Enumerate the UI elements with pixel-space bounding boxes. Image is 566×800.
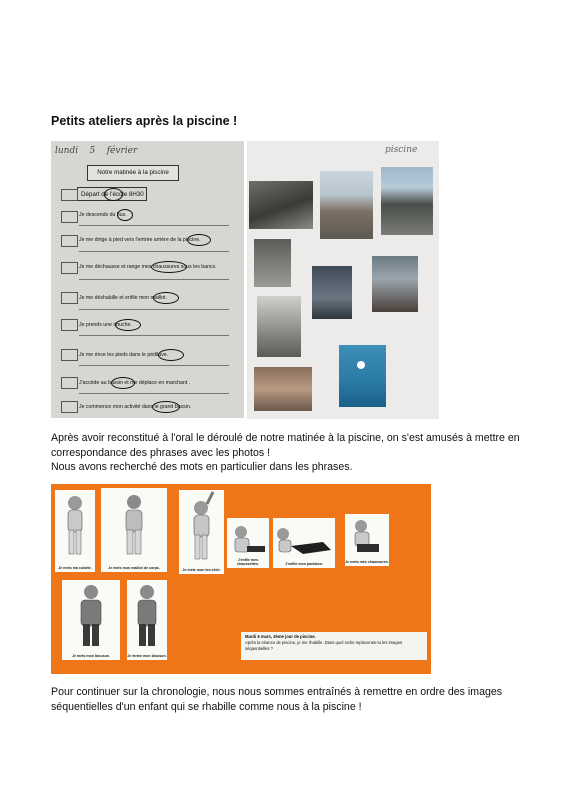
circled-word xyxy=(117,209,133,221)
answer-box xyxy=(61,401,78,413)
answer-box xyxy=(61,319,78,331)
photo-group xyxy=(254,367,312,411)
photo-swimming xyxy=(339,345,386,407)
handwritten-date: lundi 5 février xyxy=(55,146,138,156)
circled-word xyxy=(158,349,184,361)
answer-box xyxy=(61,262,78,274)
worksheet-heading: Notre matinée à la piscine xyxy=(87,165,179,181)
card-caption: J'enfile mon pantalon. xyxy=(285,562,323,566)
photo-building xyxy=(381,167,433,235)
answer-box xyxy=(61,235,78,247)
note-date: Mardi 6 mars, 3ème jour de piscine. xyxy=(245,634,316,639)
photo-corridor xyxy=(254,239,291,287)
worksheet-line: Je descends du bus. xyxy=(79,212,127,218)
writing-line xyxy=(79,365,229,366)
worksheet-line: Je me dirige à pied vers l'entrée arrière de la piscine. xyxy=(79,237,201,243)
sequence-card xyxy=(345,514,389,566)
sequence-card xyxy=(179,490,224,574)
answer-box xyxy=(61,377,78,389)
worksheet-line: Je me déchausse et range mes chaussures sous les bancs. xyxy=(79,264,217,270)
worksheet-line: Je me rince les pieds dans le pédiluve. xyxy=(79,352,169,358)
worksheet-line: Je prends une douche. xyxy=(79,322,132,328)
sequence-card xyxy=(127,580,167,660)
photo-changing-room xyxy=(257,296,301,357)
worksheet-line: Je commence mon activité dans le grand bassin. xyxy=(79,404,192,410)
circled-word xyxy=(152,401,180,413)
sequence-card xyxy=(55,490,95,572)
card-caption: Je mets mon blouson. xyxy=(72,654,110,658)
sequence-board xyxy=(51,484,431,674)
note-text: Après la séance de piscine, je me rhabille. Dans quel ordre replacerais-tu les images séquentielles ? xyxy=(245,640,403,651)
photo-collage xyxy=(247,141,439,419)
photo-children xyxy=(372,256,418,312)
circled-word xyxy=(153,292,179,304)
circled-word xyxy=(104,188,123,201)
answer-box xyxy=(61,189,78,201)
card-caption: Je mets mes chaussures. xyxy=(345,560,389,564)
page-title: Petits ateliers après la piscine ! xyxy=(51,114,238,128)
card-caption: Je ferme mon blouson. xyxy=(127,654,167,658)
card-caption: Je mets mon tee-shirt. xyxy=(182,568,221,572)
writing-line xyxy=(79,335,229,336)
writing-line xyxy=(79,393,229,394)
circled-word xyxy=(187,234,211,246)
photo-lockers xyxy=(312,266,352,319)
worksheet-line: Je me déshabille et enfile mon maillot. xyxy=(79,295,167,301)
instruction-note xyxy=(241,632,427,660)
circled-word xyxy=(151,261,187,273)
paragraph-chronology: Pour continuer sur la chronologie, nous nous sommes entraînés à remettre en ordre des images séquentielles d'un enfant qui se rhabille comme nous à la piscine ! xyxy=(51,686,503,713)
answer-box xyxy=(61,292,78,304)
sequence-card xyxy=(101,488,167,572)
collage-label: piscine xyxy=(385,145,418,155)
paragraph-intro: Après avoir reconstitué à l'oral le déroulé de notre matinée à la piscine, on s'est amusés à mettre en correspondance des phrases avec les photos ! Nous avons recherché des mots en particulier dans les phrases. xyxy=(51,432,520,473)
sequence-card xyxy=(227,518,269,568)
sequence-card xyxy=(62,580,120,660)
worksheet-departure: Départ de l'école 8H30 xyxy=(77,187,147,201)
card-caption: Je mets ma culotte. xyxy=(58,566,92,570)
answer-box xyxy=(61,349,78,361)
writing-line xyxy=(79,251,229,252)
writing-line xyxy=(79,309,229,310)
answer-box xyxy=(61,211,78,223)
face-blur xyxy=(357,361,365,369)
photo-bus xyxy=(320,171,373,239)
card-caption: J'enfile mes chaussettes. xyxy=(237,558,259,566)
worksheet-line: J'accède au bassin et me déplace en marchant . xyxy=(79,380,191,386)
photo-entrance xyxy=(249,181,313,229)
circled-word xyxy=(115,319,141,331)
writing-line xyxy=(79,279,229,280)
card-caption: Je mets mon maillot de corps. xyxy=(108,566,160,570)
sequence-card xyxy=(273,518,335,568)
writing-line xyxy=(79,225,229,226)
circled-word xyxy=(111,377,135,389)
worksheet-photo xyxy=(51,141,244,418)
